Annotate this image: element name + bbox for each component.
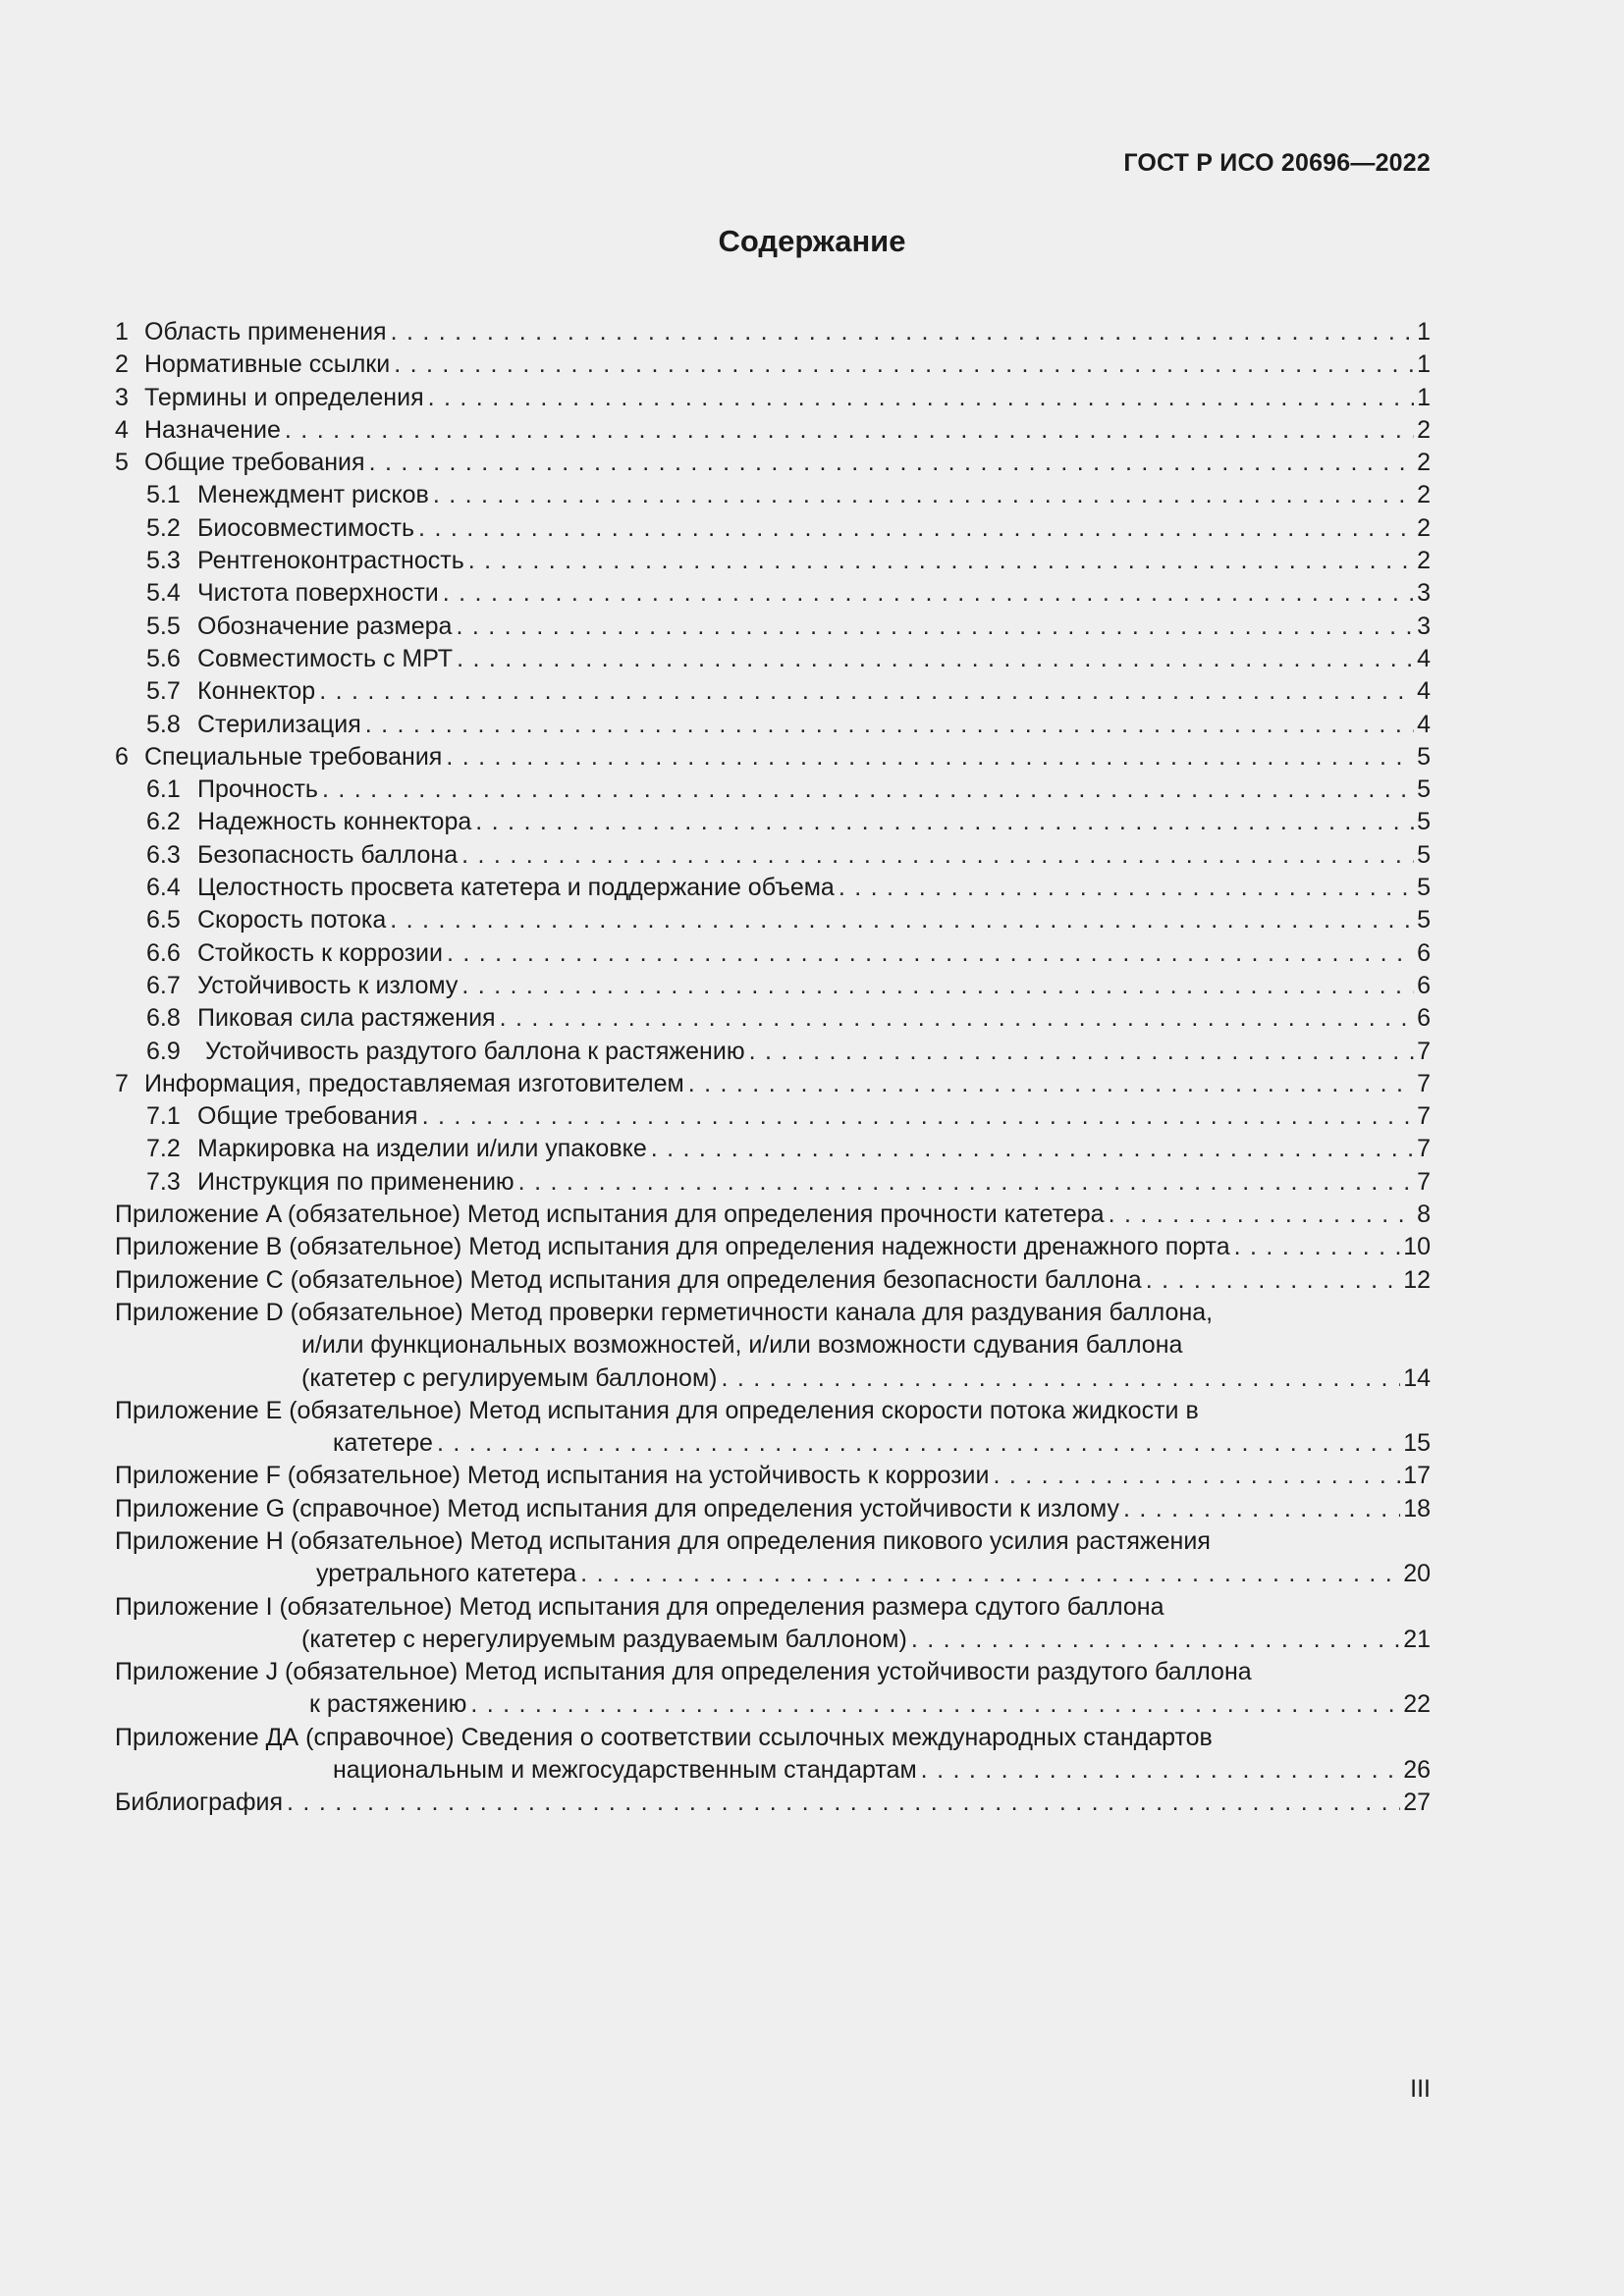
toc-entry-page: 22: [1403, 1690, 1431, 1719]
dot-leader: [433, 479, 1414, 511]
toc-entry-label: Чистота поверхности: [197, 579, 439, 608]
toc-entry-label: Пиковая сила растяжения: [197, 1004, 496, 1033]
dot-leader: [391, 316, 1415, 348]
dot-leader: [365, 709, 1414, 741]
toc-entry-page: 7: [1417, 1167, 1431, 1196]
toc-entry-number: 7.3: [146, 1167, 181, 1196]
toc-entry-number: 5.6: [146, 644, 181, 672]
toc-entry-page: 10: [1403, 1233, 1431, 1261]
dot-leader: [1146, 1264, 1401, 1297]
toc-entry-page: 7: [1417, 1102, 1431, 1131]
toc-entry-label: Приложение G (справочное) Метод испытания для определения устойчивости к излому: [115, 1494, 1119, 1522]
dot-leader: [839, 872, 1414, 904]
toc-entry-label: Рентгеноконтрастность: [197, 547, 464, 575]
dot-leader: [422, 1100, 1415, 1133]
toc-entry[interactable]: [115, 1068, 1431, 1100]
toc-entry-number: 6.2: [146, 808, 181, 836]
toc-entry-label: Скорость потока: [197, 906, 387, 934]
annex-title-line[interactable]: Приложение H (обязательное) Метод испытания для определения пикового усилия растяжения: [115, 1526, 1211, 1555]
toc-entry-label: (катетер с регулируемым баллоном): [301, 1363, 718, 1392]
annex-title-line[interactable]: Приложение ДА (справочное) Сведения о соответствии ссылочных международных стандартов: [115, 1723, 1213, 1751]
toc-entry-page: 2: [1417, 449, 1431, 477]
toc-entry-label: (катетер с нерегулируемым раздуваемым баллоном): [301, 1625, 907, 1653]
toc-entry[interactable]: [115, 1166, 1431, 1199]
dot-leader: [580, 1558, 1400, 1590]
toc-entry-page: 18: [1403, 1494, 1431, 1522]
toc-entry[interactable]: [115, 806, 1431, 838]
toc-entry-number: 1: [115, 318, 129, 346]
toc-entry[interactable]: [115, 545, 1431, 577]
toc-entry-label: Обозначение размера: [197, 612, 453, 640]
toc-entry-label: Маркировка на изделии и/или упаковке: [197, 1135, 647, 1163]
toc-entry-number: 4: [115, 415, 129, 444]
toc-entry-number: 5.2: [146, 513, 181, 542]
toc-entry[interactable]: [115, 1100, 1431, 1133]
toc-entry[interactable]: [115, 316, 1431, 348]
toc-entry-label: Приложение A (обязательное) Метод испытания для определения прочности катетера: [115, 1201, 1105, 1229]
toc-entry-label: Специальные требования: [144, 742, 443, 771]
dot-leader: [285, 414, 1414, 447]
toc-entry-number: 5.3: [146, 547, 181, 575]
annex-entry[interactable]: [115, 1264, 1431, 1297]
toc-entry-number: 6.7: [146, 971, 181, 999]
dot-leader: [447, 937, 1414, 970]
annex-entry[interactable]: [115, 1427, 1431, 1460]
toc-entry-label: Стойкость к коррозии: [197, 938, 443, 967]
toc-entry-page: 27: [1403, 1789, 1431, 1817]
toc-entry-page: 4: [1417, 710, 1431, 738]
toc-entry[interactable]: [115, 872, 1431, 904]
document-code: ГОСТ Р ИСО 20696—2022: [1123, 149, 1431, 177]
toc-entry[interactable]: [115, 675, 1431, 708]
toc-entry-number: 6: [115, 742, 129, 771]
toc-entry-label: Нормативные ссылки: [144, 350, 391, 379]
toc-entry-number: 2: [115, 350, 129, 379]
toc-entry-label: Безопасность баллона: [197, 840, 459, 869]
dot-leader: [457, 643, 1414, 675]
toc-entry-label: Термины и определения: [144, 383, 424, 411]
annex-entry[interactable]: [115, 1231, 1431, 1263]
annex-title-line[interactable]: Приложение I (обязательное) Метод испытания для определения размера сдутого баллона: [115, 1592, 1164, 1621]
dot-leader: [1109, 1199, 1415, 1231]
toc-entry-label: Коннектор: [197, 677, 316, 706]
dot-leader: [911, 1624, 1400, 1656]
toc-entry-page: 2: [1417, 415, 1431, 444]
annex-title-line[interactable]: Приложение E (обязательное) Метод испытания для определения скорости потока жидкости в: [115, 1396, 1199, 1424]
toc-entry-number: 3: [115, 383, 129, 411]
toc-entry-page: 12: [1403, 1265, 1431, 1294]
toc-entry-label: катетере: [333, 1429, 433, 1458]
dot-leader: [1123, 1493, 1400, 1525]
annex-entry[interactable]: [115, 1787, 1431, 1819]
toc-entry-number: 6.1: [146, 775, 181, 804]
toc-entry-label: Устойчивость к излому: [197, 971, 459, 999]
toc-entry-number: 6.8: [146, 1004, 181, 1033]
toc-entry[interactable]: [115, 382, 1431, 414]
toc-entry-page: 5: [1417, 906, 1431, 934]
annex-entry[interactable]: [115, 1754, 1431, 1787]
dot-leader: [390, 904, 1414, 936]
dot-leader: [470, 1688, 1400, 1721]
dot-leader: [1234, 1231, 1401, 1263]
toc-entry-page: 15: [1403, 1429, 1431, 1458]
dot-leader: [461, 839, 1414, 872]
toc-entry-label: Информация, предоставляемая изготовителем: [144, 1069, 684, 1097]
toc-entry-number: 6.6: [146, 938, 181, 967]
toc-entry[interactable]: [115, 741, 1431, 774]
toc-entry[interactable]: [115, 1002, 1431, 1035]
toc-entry[interactable]: [115, 1133, 1431, 1165]
annex-entry[interactable]: [115, 1624, 1431, 1656]
annex-entry[interactable]: [115, 1688, 1431, 1721]
annex-title-line[interactable]: Приложение J (обязательное) Метод испытания для определения устойчивости раздутого баллона: [115, 1658, 1252, 1686]
dot-leader: [322, 774, 1414, 806]
toc-entry-label: Биосовместимость: [197, 513, 415, 542]
annex-entry[interactable]: [115, 1558, 1431, 1590]
toc-entry-label: национальным и межгосударственным стандартам: [333, 1756, 917, 1785]
dot-leader: [456, 611, 1414, 643]
toc-entry-page: 5: [1417, 874, 1431, 902]
toc-entry-page: 14: [1403, 1363, 1431, 1392]
dot-leader: [721, 1362, 1400, 1395]
dot-leader: [369, 447, 1415, 479]
toc-entry-number: 7: [115, 1069, 129, 1097]
toc-entry-page: 1: [1417, 383, 1431, 411]
toc-entry[interactable]: [115, 479, 1431, 511]
annex-entry[interactable]: [115, 1460, 1431, 1492]
annex-entry[interactable]: [115, 1199, 1431, 1231]
toc-entry-number: 5: [115, 449, 129, 477]
toc-entry-page: 5: [1417, 775, 1431, 804]
toc-entry-page: 5: [1417, 742, 1431, 771]
toc-entry-page: 2: [1417, 513, 1431, 542]
annex-title-line[interactable]: Приложение D (обязательное) Метод проверки герметичности канала для раздувания баллона,: [115, 1298, 1214, 1326]
toc-entry-page: 26: [1403, 1756, 1431, 1785]
toc-entry-label: Приложение B (обязательное) Метод испытания для определения надежности дренажного порта: [115, 1233, 1230, 1261]
toc-entry-label: Приложение F (обязательное) Метод испытания на устойчивость к коррозии: [115, 1462, 990, 1490]
toc-entry-page: 7: [1417, 1135, 1431, 1163]
toc-entry-number: 5.1: [146, 481, 181, 509]
dot-leader: [921, 1754, 1401, 1787]
dot-leader: [461, 970, 1414, 1002]
toc-entry-label: уретрального катетера: [316, 1560, 577, 1588]
toc-entry-label: к растяжению: [309, 1690, 467, 1719]
dot-leader: [418, 512, 1414, 545]
toc-entry-page: 7: [1417, 1037, 1431, 1065]
toc-entry-page: 17: [1403, 1462, 1431, 1490]
toc-entry[interactable]: [115, 709, 1431, 741]
toc-entry-page: 5: [1417, 840, 1431, 869]
annex-title-line[interactable]: и/или функциональных возможностей, и/или возможности сдувания баллона: [301, 1331, 1183, 1360]
dot-leader: [319, 675, 1414, 708]
toc-entry[interactable]: [115, 447, 1431, 479]
toc-entry-page: 21: [1403, 1625, 1431, 1653]
dot-leader: [518, 1166, 1414, 1199]
toc-entry-number: 6.5: [146, 906, 181, 934]
toc-entry[interactable]: [115, 611, 1431, 643]
annex-entry[interactable]: [115, 1362, 1431, 1395]
toc-entry-label: Приложение C (обязательное) Метод испытания для определения безопасности баллона: [115, 1265, 1142, 1294]
toc-entry-label: Общие требования: [197, 1102, 418, 1131]
toc-entry-number: 5.7: [146, 677, 181, 706]
dot-leader: [287, 1787, 1400, 1819]
toc-entry-number: 5.4: [146, 579, 181, 608]
toc-entry-label: Инструкция по применению: [197, 1167, 514, 1196]
toc-entry[interactable]: [115, 348, 1431, 381]
toc-entry-label: Надежность коннектора: [197, 808, 472, 836]
toc-entry-page: 3: [1417, 612, 1431, 640]
dot-leader: [394, 348, 1414, 381]
toc-entry[interactable]: [115, 937, 1431, 970]
toc-entry[interactable]: [115, 970, 1431, 1002]
toc-entry-label: Прочность: [197, 775, 318, 804]
toc-entry-number: 6.3: [146, 840, 181, 869]
dot-leader: [475, 806, 1414, 838]
toc-entry[interactable]: [115, 577, 1431, 610]
toc-entry-page: 7: [1417, 1069, 1431, 1097]
toc-entry-label: Назначение: [144, 415, 281, 444]
dot-leader: [437, 1427, 1400, 1460]
toc-entry-page: 4: [1417, 644, 1431, 672]
dot-leader: [688, 1068, 1414, 1100]
dot-leader: [993, 1460, 1400, 1492]
toc-entry-page: 6: [1417, 1004, 1431, 1033]
toc-entry-page: 6: [1417, 938, 1431, 967]
toc-entry-page: 1: [1417, 318, 1431, 346]
toc-entry-page: 20: [1403, 1560, 1431, 1588]
toc-entry-page: 8: [1417, 1201, 1431, 1229]
toc-entry-label: Устойчивость раздутого баллона к растяжению: [205, 1037, 745, 1065]
toc-entry-label: Совместимость с МРТ: [197, 644, 454, 672]
toc-entry-number: 5.5: [146, 612, 181, 640]
annex-entry[interactable]: [115, 1493, 1431, 1525]
toc-entry-label: Библиография: [115, 1789, 284, 1817]
toc-entry-page: 2: [1417, 481, 1431, 509]
toc-entry-label: Целостность просвета катетера и поддержание объема: [197, 874, 835, 902]
toc-entry-label: Общие требования: [144, 449, 365, 477]
toc-entry-page: 3: [1417, 579, 1431, 608]
toc-title: Содержание: [718, 224, 906, 258]
toc-entry-page: 1: [1417, 350, 1431, 379]
toc-entry-label: Область применения: [144, 318, 387, 346]
dot-leader: [428, 382, 1414, 414]
toc-entry-number: 6.9: [146, 1037, 181, 1065]
toc-entry-page: 4: [1417, 677, 1431, 706]
dot-leader: [651, 1133, 1414, 1165]
toc-entry-page: 6: [1417, 971, 1431, 999]
toc-entry[interactable]: [115, 643, 1431, 675]
table-of-contents: [115, 316, 1431, 1820]
toc-entry[interactable]: [115, 774, 1431, 806]
toc-entry-label: Менеждмент рисков: [197, 481, 429, 509]
toc-entry[interactable]: [115, 1036, 1431, 1068]
toc-entry[interactable]: [115, 904, 1431, 936]
toc-entry-label: Стерилизация: [197, 710, 361, 738]
toc-entry[interactable]: [115, 512, 1431, 545]
toc-entry-page: 5: [1417, 808, 1431, 836]
dot-leader: [446, 741, 1414, 774]
toc-entry-page: 2: [1417, 547, 1431, 575]
toc-entry[interactable]: [115, 839, 1431, 872]
toc-entry-number: 6.4: [146, 874, 181, 902]
toc-entry[interactable]: [115, 414, 1431, 447]
toc-entry-number: 5.8: [146, 710, 181, 738]
page-number: III: [1410, 2075, 1431, 2103]
toc-entry-number: 7.2: [146, 1135, 181, 1163]
dot-leader: [500, 1002, 1415, 1035]
dot-leader: [443, 577, 1414, 610]
dot-leader: [468, 545, 1414, 577]
toc-entry-number: 7.1: [146, 1102, 181, 1131]
dot-leader: [749, 1036, 1415, 1068]
